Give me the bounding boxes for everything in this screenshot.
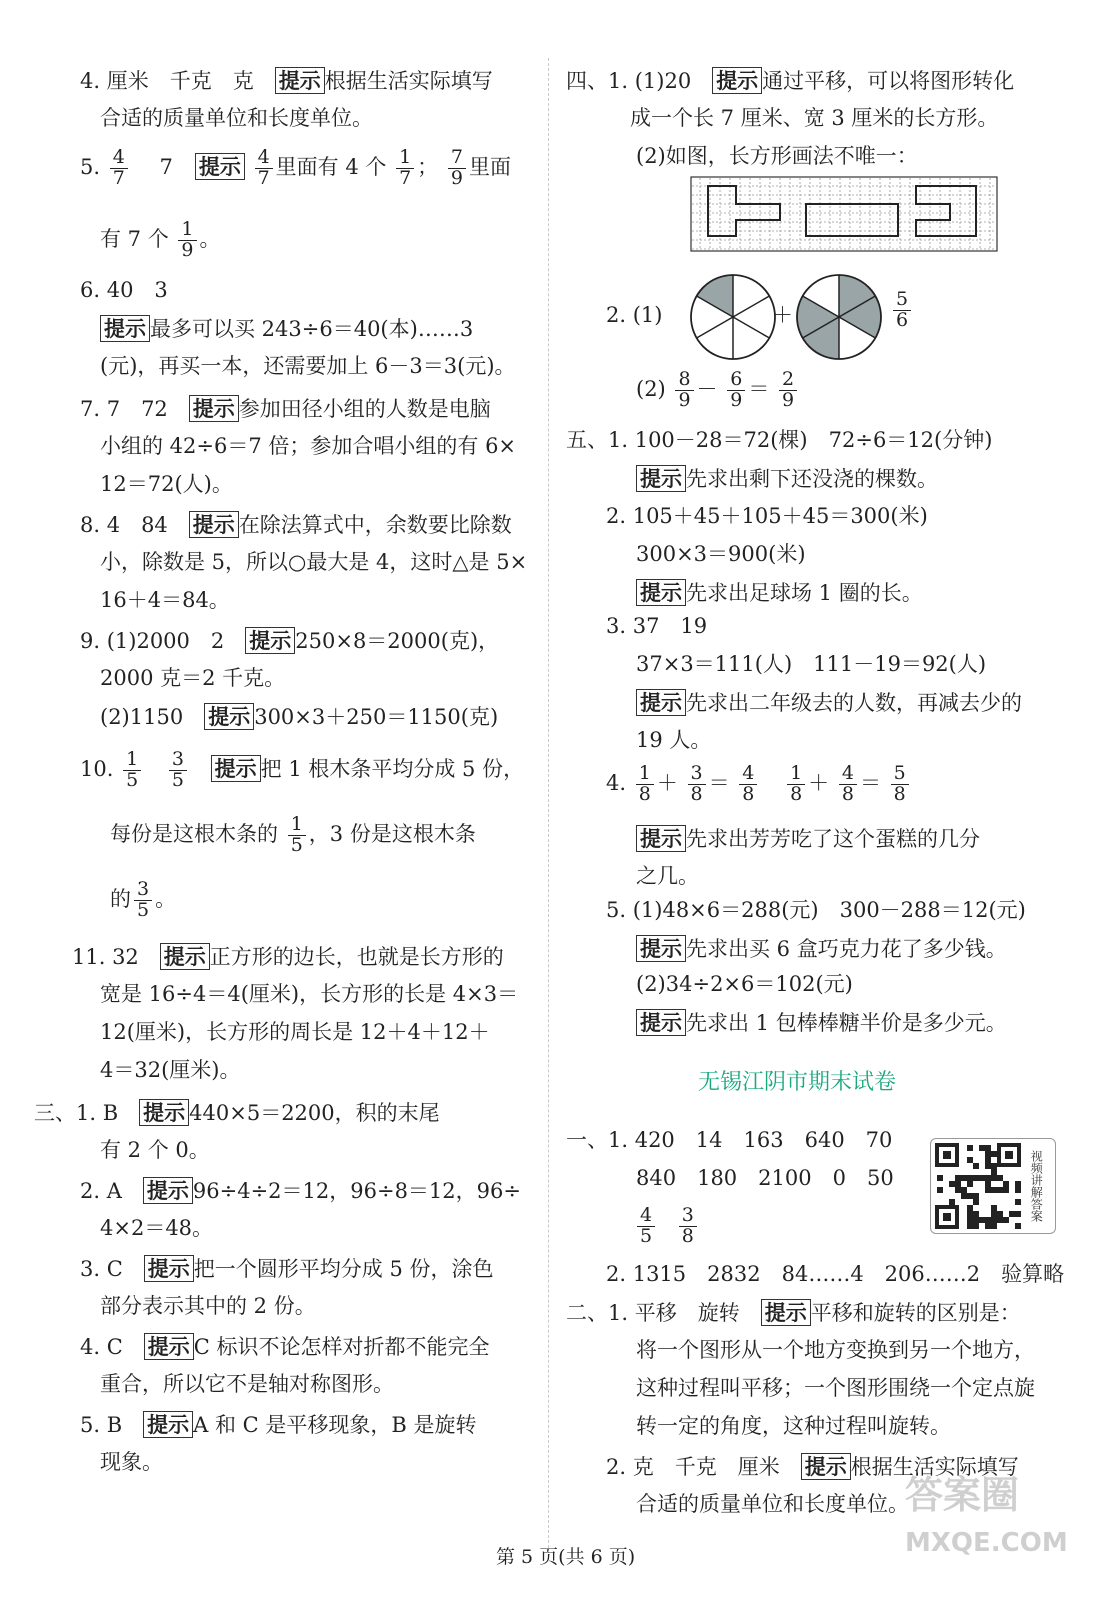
q4-hint: 根据生活实际填写: [324, 69, 493, 93]
s5-q4-hint: [636, 828, 980, 850]
q11-answer: 11. 32: [72, 945, 160, 969]
q8-answers: 8. 4 84: [80, 513, 189, 537]
fraction-3-5: $\frac{3}{5}$: [169, 750, 187, 791]
q8-hint: 在除法算式中，余数要比除数: [238, 513, 512, 537]
minus-sign: －: [696, 376, 718, 401]
q10-line3: [110, 880, 176, 921]
q9-answers: 9. (1)2000 2: [80, 629, 246, 653]
q9-line3: [100, 706, 498, 728]
s5-q1-hint: [636, 468, 938, 490]
hint-text: 平移和旋转的区别是：: [810, 1301, 1021, 1325]
punct: ；: [417, 154, 439, 179]
pie-circle-1: [688, 272, 778, 362]
original-shape: [708, 186, 780, 236]
q11-line4: 4＝32(厘米)。: [100, 1058, 241, 1082]
exam-q1-line2: 840 180 2100 0 50: [636, 1166, 894, 1190]
s3-q3-line1: [80, 1258, 494, 1280]
fraction-4-8: $\frac{4}{8}$: [839, 764, 857, 805]
q6-hint: 最多可以买 243÷6＝40(本)……3: [150, 317, 474, 341]
tip-label: 提示: [100, 315, 150, 342]
q9-hint: 250×8＝2000(克)，: [295, 629, 500, 653]
tip-label: 提示: [139, 1099, 189, 1126]
q8-line1: [80, 514, 512, 536]
plus-sign: ＋: [808, 770, 830, 795]
s3-q2-line1: [80, 1180, 521, 1202]
s5-q1-answer: 五、1. 100－28＝72(棵) 72÷6＝12(分钟): [566, 428, 993, 452]
fraction-1-9: $\frac{1}{9}$: [178, 220, 196, 261]
q5-line1: [80, 148, 511, 189]
tip-label: 提示: [204, 703, 254, 730]
q9-line1: [80, 630, 499, 652]
exam-s2-q1-line3: 这种过程叫平移；一个图形围绕一个定点旋: [636, 1376, 1035, 1400]
s4-q1-line1: [566, 70, 1014, 92]
watermark-logo: 答案圈: [905, 1473, 1020, 1517]
s3-q4-hint: C 标识不论怎样对折都不能完全: [193, 1335, 490, 1359]
s4-q2-part2: [636, 370, 800, 411]
fraction-1-8: $\frac{1}{8}$: [787, 764, 805, 805]
q10-text: 每份是这根木条的: [110, 821, 278, 846]
s5-q3-calc: 37×3＝111(人) 111－19＝92(人): [636, 652, 987, 676]
q10-text2: ，3 份是这根木条: [308, 821, 476, 846]
fraction-3-8: $\frac{3}{8}$: [679, 1206, 697, 1247]
s5-q4-number: 4.: [606, 770, 627, 795]
exam-s2-q1-line1: [566, 1302, 1021, 1324]
page-footer: 第 5 页(共 6 页): [496, 1546, 636, 1568]
q10-hint: 把 1 根木条平均分成 5 份，: [260, 756, 525, 781]
s3-q2-answer: 2. A: [80, 1179, 143, 1203]
q8-line3: 16＋4＝84。: [100, 588, 230, 612]
rectangle-shape-2: [916, 186, 976, 236]
equals-sign: ＝: [708, 770, 730, 795]
hint-text: 先求出剩下还没浇的棵数。: [686, 467, 938, 491]
q4-line2: 合适的质量单位和长度单位。: [100, 106, 373, 130]
s4-q2-label: 2. (1): [606, 303, 663, 327]
fraction-6-9: $\frac{6}{9}$: [727, 370, 745, 411]
q5-text2: 里面: [468, 154, 511, 179]
fraction-4-7: $\frac{4}{7}$: [110, 148, 128, 189]
s5-q4-line3: 之几。: [636, 864, 699, 888]
tip-label: 提示: [144, 1255, 194, 1282]
s5-q3-line4: 19 人。: [636, 728, 712, 752]
fraction-7-9: $\frac{7}{9}$: [448, 148, 466, 189]
fraction-2-9: $\frac{2}{9}$: [779, 370, 797, 411]
exam-s2-q1-line2: 将一个图形从一个地方变换到另一个地方，: [636, 1338, 1035, 1362]
tip-label: 提示: [144, 1333, 194, 1360]
q10-line2: [110, 815, 476, 856]
tip-label: 提示: [143, 1177, 193, 1204]
fraction-3-5: $\frac{3}{5}$: [134, 880, 152, 921]
fraction-4-8: $\frac{4}{8}$: [739, 764, 757, 805]
s5-q5-hint1: [636, 938, 1007, 960]
fraction-5-6: $\frac{5}{6}$: [893, 290, 911, 331]
equals-sign: ＝: [859, 770, 881, 795]
s3-q1-line2: 有 2 个 0。: [100, 1138, 210, 1162]
q9-hint2: 300×3＋250＝1150(克): [254, 705, 499, 729]
fraction-5-8: $\frac{5}{8}$: [891, 764, 909, 805]
grid-figure: [690, 176, 1000, 254]
exam-q2: 2. 1315 2832 84……4 206……2 验算略: [606, 1262, 1065, 1286]
tip-label: 提示: [761, 1299, 811, 1326]
q10-text3: 的: [110, 886, 131, 911]
tip-label: 提示: [275, 67, 325, 94]
exam-q1-line1: 一、1. 420 14 163 640 70: [566, 1128, 893, 1152]
q11-hint: 正方形的边长，也就是长方形的: [209, 945, 504, 969]
q11-line1: [72, 946, 504, 968]
fraction-1-5: $\frac{1}{5}$: [288, 815, 306, 856]
tip-label: 提示: [160, 943, 210, 970]
tip-label: 提示: [189, 511, 239, 538]
s5-q5-hint2: [636, 1012, 1007, 1034]
s5-q2-line1: 2. 105＋45＋105＋45＝300(米): [606, 504, 928, 528]
answer-text: 2. 克 千克 厘米: [606, 1455, 801, 1479]
q7-line2: 小组的 42÷6＝7 倍；参加合唱小组的有 6×: [100, 434, 517, 458]
s3-q2-hint: 96÷4÷2＝12，96÷8＝12，96÷: [192, 1179, 521, 1203]
hint-text: 先求出 1 包棒棒糖半价是多少元。: [686, 1011, 1007, 1035]
q6-line3: (元)，再买一本，还需要加上 6－3＝3(元)。: [100, 354, 516, 378]
s5-q4-equation: [606, 764, 912, 805]
s5-q3-answers: 3. 37 19: [606, 614, 708, 638]
s3-q1-hint: 440×5＝2200，积的末尾: [189, 1101, 440, 1125]
s3-q3-line2: 部分表示其中的 2 份。: [100, 1294, 316, 1318]
tip-label: 提示: [189, 395, 239, 422]
q5-line2: [100, 220, 221, 261]
s3-q3-hint: 把一个圆形平均分成 5 份，涂色: [193, 1257, 494, 1281]
hint-text: 先求出足球场 1 圈的长。: [686, 581, 923, 605]
s3-q2-line2: 4×2＝48。: [100, 1216, 214, 1240]
plus-sign: ＋: [656, 770, 678, 795]
section-title: 无锡江阴市期末试卷: [698, 1070, 897, 1095]
pie-shaded-slice: [697, 275, 733, 317]
q7-hint: 参加田径小组的人数是电脑: [238, 397, 491, 421]
hint-text: 根据生活实际填写: [850, 1455, 1019, 1479]
q11-line3: 12(厘米)，长方形的周长是 12＋4＋12＋: [100, 1020, 490, 1044]
hint-text: 先求出二年级去的人数，再减去少的: [686, 691, 1022, 715]
q4-answers: 4. 厘米 千克 克: [80, 69, 275, 93]
q7-answers: 7. 7 72: [80, 397, 189, 421]
s3-q4-answer: 4. C: [80, 1335, 144, 1359]
s4-q1-line2: 成一个长 7 厘米、宽 3 厘米的长方形。: [630, 106, 999, 130]
tip-label: 提示: [636, 935, 686, 962]
tip-label: 提示: [211, 755, 261, 782]
fraction-3-8: $\frac{3}{8}$: [688, 764, 706, 805]
s5-q5-line1: 5. (1)48×6＝288(元) 300－288＝12(元): [606, 898, 1026, 922]
qr-caption: 视频讲解答案: [1029, 1150, 1044, 1222]
q5-answer-7: 7: [159, 154, 173, 179]
tip-label: 提示: [143, 1411, 193, 1438]
q10-line1: [80, 750, 524, 791]
exam-s2-q1-line4: 转一定的角度，这种过程叫旋转。: [636, 1414, 951, 1438]
q9-line2: 2000 克＝2 千克。: [100, 666, 286, 690]
s3-q4-line2: 重合，所以它不是轴对称图形。: [100, 1372, 394, 1396]
q8-line2: 小，除数是 5，所以○最大是 4，这时△是 5×: [100, 550, 528, 574]
q4-line1: [80, 70, 493, 92]
fraction-1-7: $\frac{1}{7}$: [396, 148, 414, 189]
s4-q1-answer: 四、1. (1)20: [566, 69, 713, 93]
s3-q5-line1: [80, 1414, 477, 1436]
plus-sign: ＋: [772, 303, 793, 327]
qr-code-box[interactable]: [930, 1138, 1056, 1234]
fraction-1-8: $\frac{1}{8}$: [636, 764, 654, 805]
equals-sign: ＝: [748, 376, 770, 401]
q9-answer2: (2)1150: [100, 705, 205, 729]
q7-line3: 12＝72(人)。: [100, 472, 233, 496]
fraction-1-5: $\frac{1}{5}$: [123, 750, 141, 791]
tip-label: 提示: [636, 1009, 686, 1036]
q6-answers: 6. 40 3: [80, 278, 168, 302]
s5-q2-line2: 300×3＝900(米): [636, 542, 806, 566]
punct: 。: [199, 226, 221, 251]
q11-line2: 宽是 16÷4＝4(厘米)，长方形的长是 4×3＝: [100, 982, 519, 1006]
qr-code-icon: [933, 1141, 1023, 1231]
q7-line1: [80, 398, 491, 420]
tip-label: 提示: [712, 67, 762, 94]
tip-label: 提示: [636, 825, 686, 852]
fraction-4-5: $\frac{4}{5}$: [637, 1206, 655, 1247]
punct: 。: [155, 886, 177, 911]
exam-q1-fractions: [634, 1206, 700, 1247]
s3-q5-line2: 现象。: [100, 1450, 163, 1474]
hint-text: 先求出芳芳吃了这个蛋糕的几分: [686, 827, 980, 851]
watermark-url: MXQE.COM: [905, 1528, 1068, 1558]
s5-q2-hint: [636, 582, 923, 604]
exam-s2-q2-line2: 合适的质量单位和长度单位。: [636, 1492, 909, 1516]
fraction-5-6-block: [890, 290, 914, 331]
q6-line2: [100, 318, 473, 340]
pie-circle-2: [794, 272, 884, 362]
s4-q2-label2: (2): [636, 376, 666, 401]
s3-q1-line1: [34, 1102, 440, 1124]
s3-q1-answer: 三、1. B: [34, 1101, 140, 1125]
tip-label: 提示: [245, 627, 295, 654]
tip-label: 提示: [801, 1453, 851, 1480]
s3-q5-answer: 5. B: [80, 1413, 144, 1437]
fraction-4-7: $\frac{4}{7}$: [255, 148, 273, 189]
s3-q3-answer: 3. C: [80, 1257, 144, 1281]
hint-text: 先求出买 6 盒巧克力花了多少钱。: [686, 937, 1007, 961]
s3-q5-hint: A 和 C 是平移现象，B 是旋转: [193, 1413, 477, 1437]
s5-q5-line3: (2)34÷2×6＝102(元): [636, 972, 853, 996]
fraction-8-9: $\frac{8}{9}$: [675, 370, 693, 411]
column-divider: [548, 58, 550, 1558]
answer-text: 二、1. 平移 旋转: [566, 1301, 761, 1325]
q5-text: 里面有 4 个: [275, 154, 387, 179]
s4-q1-hint: 通过平移，可以将图形转化: [762, 69, 1015, 93]
tip-label: 提示: [195, 153, 245, 180]
q5-number: 5.: [80, 154, 101, 179]
s4-q1-line3: (2)如图，长方形画法不唯一：: [636, 144, 918, 168]
tip-label: 提示: [636, 579, 686, 606]
q5-text3: 有 7 个: [100, 226, 169, 251]
tip-label: 提示: [636, 689, 686, 716]
q10-number: 10.: [80, 756, 114, 781]
tip-label: 提示: [636, 465, 686, 492]
s3-q4-line1: [80, 1336, 490, 1358]
s5-q3-hint: [636, 692, 1022, 714]
